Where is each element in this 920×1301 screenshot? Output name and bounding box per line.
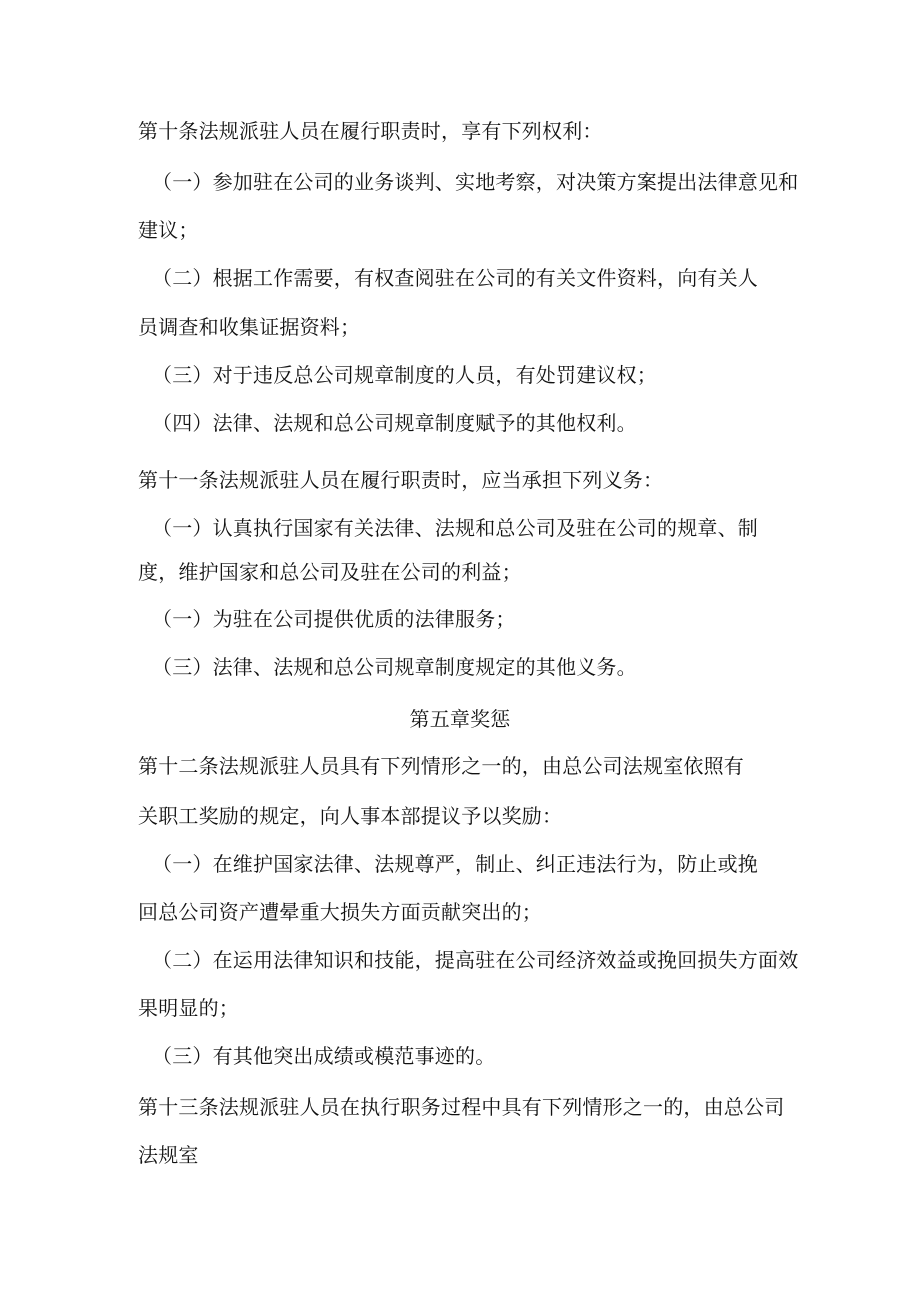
article-10-item-2: （二）根据工作需要，有权查阅驻在公司的有关文件资料，向有关人: [152, 266, 758, 290]
article-11-item-1: （一）认真执行国家有关法律、法规和总公司及驻在公司的规章、制: [152, 516, 758, 540]
article-12-item-2-cont: 果明显的；: [138, 996, 239, 1020]
article-13-heading-cont: 法规室: [138, 1143, 199, 1167]
article-10-item-4: （四）法律、法规和总公司规章制度赋予的其他权利。: [152, 411, 637, 435]
article-10-item-1: （一）参加驻在公司的业务谈判、实地考察，对决策方案提出法律意见和: [152, 170, 799, 194]
article-11-item-1-cont: 度，维护国家和总公司及驻在公司的利益；: [138, 560, 522, 584]
article-10-heading: 第十条法规派驻人员在履行职责时，享有下列权利：: [138, 119, 603, 143]
article-11-item-2: （一）为驻在公司提供优质的法律服务；: [152, 607, 516, 631]
article-12-item-3: （三）有其他突出成绩或模范事迹的。: [152, 1044, 496, 1068]
article-10-item-1-cont: 建议；: [138, 218, 199, 242]
article-11-item-3: （三）法律、法规和总公司规章制度规定的其他义务。: [152, 655, 637, 679]
chapter-5-title: 第五章奖惩: [409, 707, 511, 731]
article-12-item-2: （二）在运用法律知识和技能，提高驻在公司经济效益或挽回损失方面效: [152, 948, 799, 972]
article-12-heading: 第十二条法规派驻人员具有下列情形之一的，由总公司法规室依照有: [138, 754, 744, 778]
article-12-item-1-cont: 回总公司资产遭晕重大损失方面贡献突出的；: [138, 900, 542, 924]
article-11-heading: 第十一条法规派驻人员在履行职责时，应当承担下列义务：: [138, 468, 664, 492]
article-12-item-1: （一）在维护国家法律、法规尊严，制止、纠正违法行为，防止或挽: [152, 852, 758, 876]
article-12-heading-cont: 关职工奖励的规定，向人事本部提议予以奖励：: [138, 804, 563, 828]
article-10-item-2-cont: 员调查和收集证据资料；: [138, 315, 361, 339]
article-13-heading: 第十三条法规派驻人员在执行职务过程中具有下列情形之一的，由总公司: [138, 1095, 785, 1119]
article-10-item-3: （三）对于违反总公司规章制度的人员，有处罚建议权；: [152, 363, 657, 387]
